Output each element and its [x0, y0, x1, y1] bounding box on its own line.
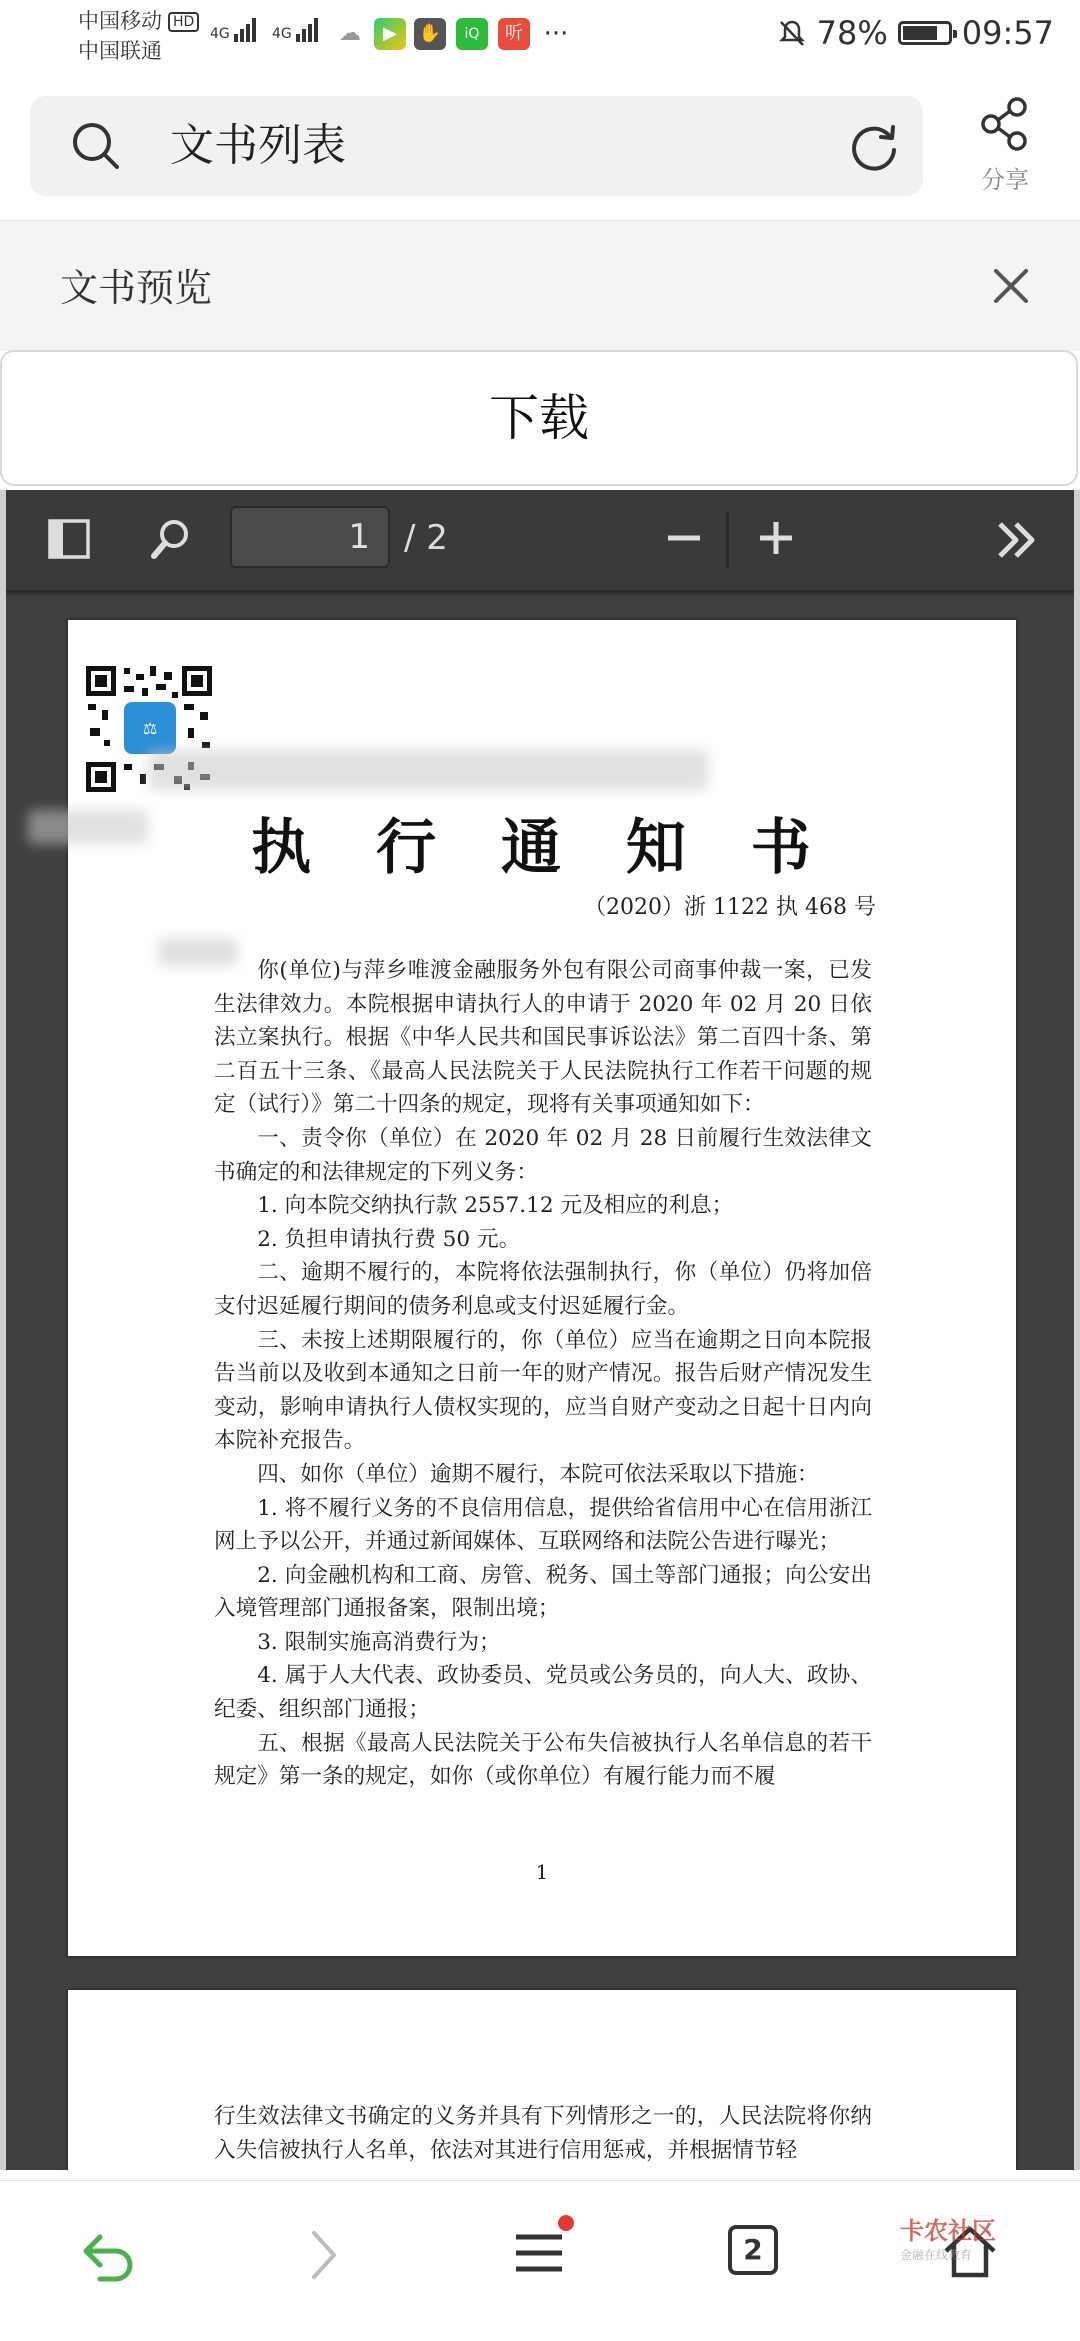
listen-app-icon: 听	[498, 18, 530, 50]
hand-app-icon: ✋	[414, 18, 446, 50]
notification-dot	[558, 2215, 574, 2231]
document-title: 执 行 通 知 书	[251, 813, 833, 883]
paragraph: 4. 属于人大代表、政协委员、党员或公务员的，向人大、政协、纪委、组织部门通报；	[214, 1663, 872, 1723]
pdf-toolbar	[6, 490, 1074, 592]
paragraph: 2. 负担申请执行费 50 元。	[257, 1226, 521, 1252]
paragraph: 3. 限制实施高消费行为；	[257, 1629, 501, 1655]
status-bar	[0, 0, 1080, 80]
battery-icon	[898, 21, 952, 45]
search-bar[interactable]	[30, 96, 923, 196]
page-number-input[interactable]: 1	[230, 506, 390, 568]
paragraph: 四、如你（单位）逾期不履行，本院可依法采取以下措施：	[257, 1461, 819, 1487]
document-body-page2	[214, 2100, 872, 2167]
signal-1-icon	[210, 18, 258, 42]
search-input[interactable]: 文书列表	[170, 120, 346, 171]
forward-icon[interactable]	[304, 2223, 344, 2287]
share-button[interactable]	[960, 96, 1050, 195]
case-number: （2020）浙 1122 执 468 号	[584, 895, 876, 920]
tabs-button[interactable]: 2	[728, 2225, 778, 2275]
zoom-separator	[726, 512, 729, 568]
network-type-2: 4G	[272, 26, 292, 42]
paragraph: 一、责令你（单位）在 2020 年 02 月 28 日前履行生效法律文书确定的和法律规定的下列义务：	[214, 1125, 872, 1185]
zoom-in-icon[interactable]	[754, 516, 798, 560]
status-right	[777, 14, 1054, 52]
battery-percent: 78%	[816, 14, 888, 52]
paragraph: 三、未按上述期限履行的，你（单位）应当在逾期之日向本院报告当前以及收到本通知之日前一年的财产情况。报告后财产情况发生变动，影响申请执行人债权实现的，应当自财产变动之日起十日内向本院补充报告。	[214, 1327, 872, 1454]
bottom-nav	[0, 2180, 1080, 2341]
paragraph: 2. 向金融机构和工商、房管、税务、国土等部门通报；向公安出入境管理部门通报备案，限制出境；	[214, 1562, 872, 1622]
carrier-secondary: 中国联通	[78, 39, 162, 63]
document-body	[214, 954, 872, 1794]
menu-icon[interactable]	[512, 2223, 566, 2283]
paragraph: 五、根据《最高人民法院关于公布失信被执行人名单信息的若干规定》第一条的规定，如你（或你单位）有履行能力而不履	[214, 1730, 872, 1790]
weather-icon: ☁	[339, 21, 361, 46]
paragraph: 二、逾期不履行的，本院将依法强制执行，你（单位）仍将加倍支付迟延履行期间的债务利息或支付迟延履行金。	[214, 1260, 872, 1319]
page-total: / 2	[404, 518, 448, 558]
back-icon[interactable]	[76, 2223, 140, 2287]
preview-header	[0, 220, 1080, 351]
paragraph: 行生效法律文书确定的义务并具有下列情形之一的，人民法院将你纳入失信被执行人名单，依法对其进行信用惩戒，并根据情节轻	[214, 2104, 872, 2163]
carrier-info	[78, 6, 199, 66]
paragraph: 你(单位)与萍乡唯渡金融服务外包有限公司商事仲裁一案，已发生法律效力。本院根据申请执行人的申请于 2020 年 02 月 20 日依法立案执行。根据《中华人民共和国民事诉讼法》第二百四十条、第二百五十三条、《最高人民法院关于人民法院执行工作若干问题的规定（试行）》第二十四条的规定，现将有关事项通知如下：	[214, 958, 872, 1118]
pdf-page-1	[68, 620, 1016, 1956]
zoom-out-icon[interactable]	[662, 516, 706, 560]
video-app-icon: ▶	[374, 18, 406, 50]
signal-2-icon	[272, 18, 320, 42]
share-label: 分享	[981, 166, 1029, 194]
close-icon[interactable]	[990, 265, 1032, 307]
find-icon[interactable]	[148, 516, 194, 562]
tools-menu-icon[interactable]	[994, 516, 1042, 564]
pdf-viewer[interactable]	[0, 490, 1080, 2170]
iqiyi-app-icon: iQ	[456, 18, 488, 50]
network-type-1: 4G	[210, 26, 230, 42]
hd-badge: HD	[168, 12, 199, 32]
watermark	[900, 2211, 996, 2263]
refresh-icon[interactable]	[847, 120, 901, 174]
watermark-subtext: 金融在线教育	[900, 2248, 973, 2262]
watermark-text: 卡农社区	[900, 2217, 996, 2245]
menu-button[interactable]	[512, 2223, 566, 2283]
clock: 09:57	[961, 14, 1054, 52]
redacted-court-name	[148, 750, 708, 790]
page-number-label: 1	[535, 1860, 549, 1884]
carrier-primary: 中国移动	[78, 9, 162, 33]
paragraph: 1. 向本院交纳执行款 2557.12 元及相应的利息；	[257, 1193, 734, 1219]
share-icon[interactable]	[977, 96, 1033, 152]
sidebar-toggle-icon[interactable]	[46, 516, 92, 562]
paragraph: 1. 将不履行义务的不良信用信息，提供给省信用中心在信用浙江网上予以公开，并通过新闻媒体、互联网络和法院公告进行曝光；	[214, 1495, 872, 1555]
preview-title: 文书预览	[60, 266, 213, 310]
svg-text:⚖: ⚖	[142, 719, 158, 738]
search-icon[interactable]	[70, 120, 122, 172]
download-button[interactable]: 下载	[0, 350, 1078, 486]
mute-bell-icon	[777, 18, 807, 48]
pdf-page-2	[68, 1990, 1016, 2170]
more-notifications-icon: ···	[543, 19, 569, 49]
